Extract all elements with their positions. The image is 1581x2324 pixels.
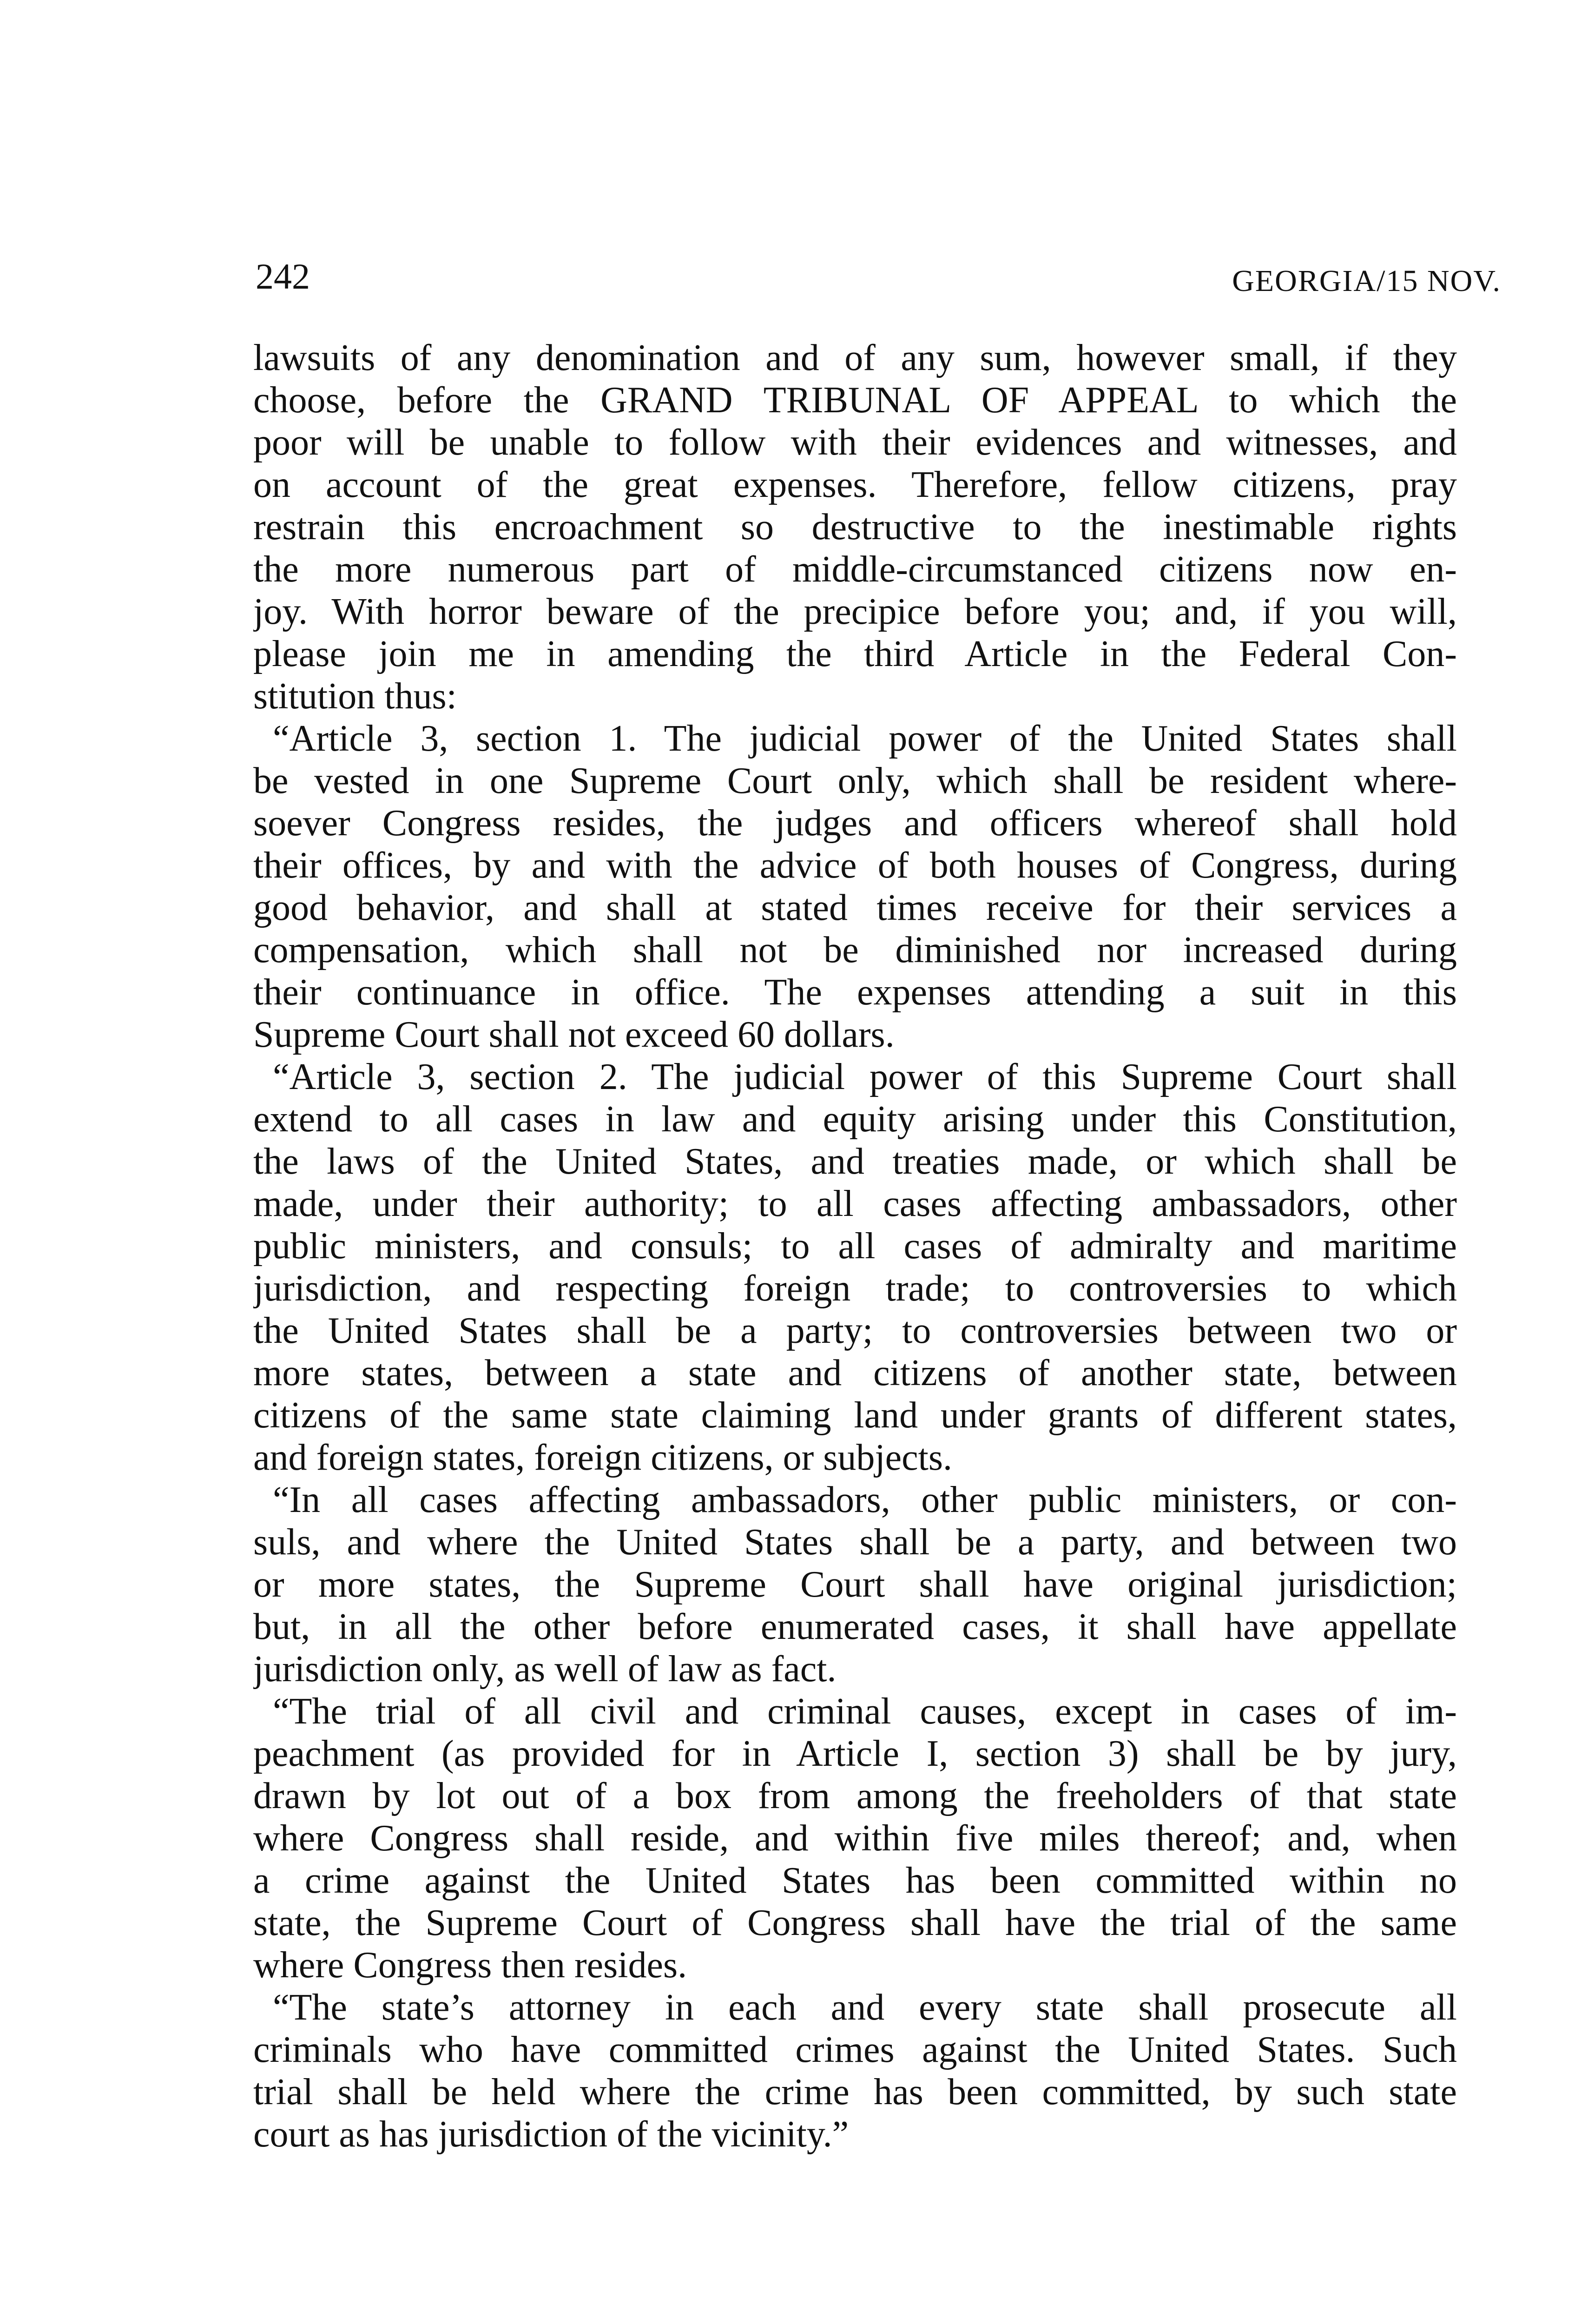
text-line: their offices, by and with the advice of both houses of Congress, during [253,845,1457,886]
text-line: lawsuits of any denomination and of any sum, however small, if they [253,337,1457,378]
paragraph [253,1479,1457,1690]
text-line: “The state’s attorney in each and every state shall prosecute all [273,1987,1457,2028]
text-line: where Congress shall reside, and within five miles thereof; and, when [253,1818,1457,1859]
text-line: public ministers, and consuls; to all cases of admiralty and maritime [253,1226,1457,1267]
text-line: state, the Supreme Court of Congress shall have the trial of the same [253,1902,1457,1943]
text-line: where Congress then resides. [253,1945,687,1986]
section-title: GEORGIA/15 NOV. [1232,264,1501,298]
text-line: peachment (as provided for in Article I, section 3) shall be by jury, [253,1733,1457,1774]
text-line: compensation, which shall not be diminished nor increased during [253,930,1457,971]
text-line: or more states, the Supreme Court shall have original jurisdiction; [253,1564,1457,1605]
paragraph [253,337,1457,718]
text-line: good behavior, and shall at stated times receive for their services a [253,887,1457,928]
text-line: please join me in amending the third Article in the Federal Con- [253,634,1457,674]
text-line: the laws of the United States, and treaties made, or which shall be [253,1141,1457,1182]
text-line: but, in all the other before enumerated cases, it shall have appellate [253,1606,1457,1647]
paragraph [253,1690,1457,1987]
text-line: Supreme Court shall not exceed 60 dollars. [253,1014,895,1055]
paragraph [253,718,1457,1056]
text-line: stitution thus: [253,676,457,717]
text-line: trial shall be held where the crime has been committed, by such state [253,2072,1457,2113]
text-line: suls, and where the United States shall be a party, and between two [253,1522,1457,1563]
text-line: drawn by lot out of a box from among the freeholders of that state [253,1776,1457,1816]
text-line: the United States shall be a party; to controversies between two or [253,1310,1457,1351]
text-line: soever Congress resides, the judges and officers whereof shall hold [253,803,1457,844]
page-number: 242 [256,256,310,297]
text-line: court as has jurisdiction of the vicinity.” [253,2114,849,2155]
body-text [253,337,1457,2156]
text-line: jurisdiction only, as well of law as fact. [253,1649,837,1690]
text-line: jurisdiction, and respecting foreign trade; to controversies to which [253,1268,1457,1309]
text-line: “Article 3, section 1. The judicial power of the United States shall [273,718,1457,759]
text-line: be vested in one Supreme Court only, which shall be resident where- [253,760,1457,801]
text-line: and foreign states, foreign citizens, or subjects. [253,1437,952,1478]
running-head [256,246,1501,297]
text-line: on account of the great expenses. Therefore, fellow citizens, pray [253,464,1457,505]
paragraph [253,1987,1457,2156]
text-line: “In all cases affecting ambassadors, other public ministers, or con- [273,1479,1457,1520]
text-line: the more numerous part of middle-circumstanced citizens now en- [253,549,1457,590]
text-line: “The trial of all civil and criminal causes, except in cases of im- [273,1691,1457,1732]
text-line: “Article 3, section 2. The judicial power of this Supreme Court shall [273,1056,1457,1097]
text-line: their continuance in office. The expenses attending a suit in this [253,972,1457,1013]
text-line: extend to all cases in law and equity arising under this Constitution, [253,1099,1457,1140]
text-line: choose, before the GRAND TRIBUNAL OF APPEAL to which the [253,380,1457,421]
text-line: restrain this encroachment so destructive to the inestimable rights [253,507,1457,548]
text-line: joy. With horror beware of the precipice before you; and, if you will, [253,591,1457,632]
text-line: a crime against the United States has been committed within no [253,1860,1457,1901]
text-line: criminals who have committed crimes against the United States. Such [253,2029,1457,2070]
text-line: citizens of the same state claiming land under grants of different states, [253,1395,1457,1436]
text-line: made, under their authority; to all cases affecting ambassadors, other [253,1183,1457,1224]
text-line: poor will be unable to follow with their evidences and witnesses, and [253,422,1457,463]
text-line: more states, between a state and citizens of another state, between [253,1353,1457,1393]
paragraph [253,1056,1457,1479]
